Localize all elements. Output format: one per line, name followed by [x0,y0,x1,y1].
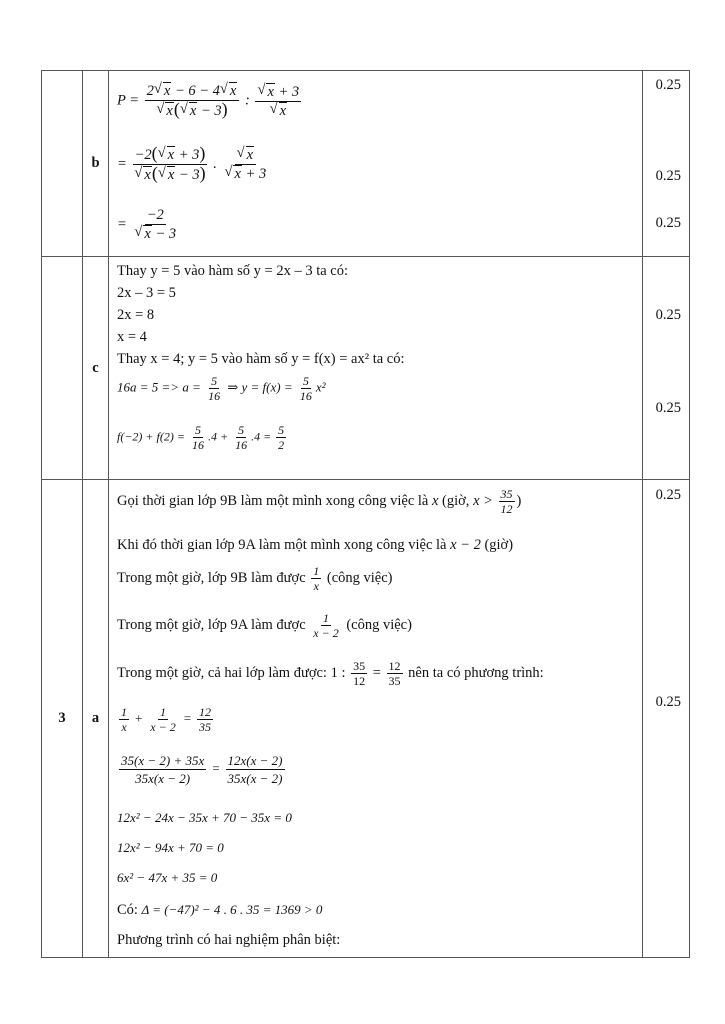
question-number [42,71,83,257]
text-line: Phương trình có hai nghiệm phân biệt: [117,932,341,948]
text-line: Thay x = 4; y = 5 vào hàm số y = f(x) = ax² ta có: [117,351,405,367]
table-row [42,480,690,958]
score: 0.25 [655,307,681,323]
text-line: Thay y = 5 vào hàm số y = 2x – 3 ta có: [117,263,348,279]
table-row [42,257,690,480]
score: 0.25 [655,694,681,710]
equation-line: 12x² − 24x − 35x + 70 − 35x = 0 [117,810,292,825]
text-line: Trong một giờ, lớp 9B làm được $\frac{1}{x}$ (công việc) [117,564,393,593]
expression-line: $\frac{35(x - 2) + 35x}{35x(x - 2)}$ = $\frac{12x(x - 2)}{35x(x - 2)}$ [121,753,283,786]
expression-line: = −2(√ x + 3) √ x(√ x − 3) . √ x √ x + 3 [117,145,270,184]
text-line: Trong một giờ, cả hai lớp làm được: 1 : $\frac{35}{12}$ = $\frac{12}{35}$ nên ta có phương trình: [117,659,544,688]
equation-line: 6x² − 47x + 35 = 0 [117,870,218,885]
text-line: 2x = 8 [117,307,155,323]
expression-line: P = 2√ x − 6 − 4√ x √ x(√ x − 3) : √ x + 3 √ x [117,82,303,120]
expression-line: f(−2) + f(2) = $\frac{5}{16}$ .4 + $\frac{5}{16}$ .4 = $\frac{5}{2}$ [117,423,285,452]
score: 0.25 [655,77,681,93]
answer-table [41,70,690,958]
text-line: Khi đó thời gian lớp 9A làm một mình xong công việc là x − 2 (giờ) [117,537,514,553]
part-label: b [83,71,109,257]
expression-line: $\frac{1}{x}$ + $\frac{1}{x - 2}$ = $\frac{12}{35}$ [121,705,211,734]
text-line: 2x – 3 = 5 [117,285,176,301]
question-number: 3 [42,480,83,958]
part-label: a [83,480,109,958]
expression-line: 16a = 5 => a = $\frac{5}{16}$ ⇒ y = f(x) = $\frac{5}{16}$ x² [117,374,326,403]
expression-line: = −2 √ x − 3 [117,207,180,243]
text-line: x = 4 [117,329,147,345]
score: 0.25 [655,168,681,184]
text-line: Trong một giờ, lớp 9A làm được $\frac{1}{x - 2}$ (công việc) [117,611,412,640]
score-cell [643,480,690,958]
text-line: Gọi thời gian lớp 9B làm một mình xong công việc là x (giờ, x > $\frac{35}{12}$ ) [117,487,522,516]
text-line: Có: Δ = (−47)² − 4 . 6 . 35 = 1369 > 0 [117,902,323,918]
score: 0.25 [655,400,681,416]
score-cell [643,257,690,480]
equation-line: 12x² − 94x + 70 = 0 [117,840,224,855]
question-number [42,257,83,480]
table-row [42,71,690,257]
solution-cell [109,71,643,257]
part-label: c [83,257,109,480]
score: 0.25 [655,215,681,231]
score: 0.25 [655,487,681,503]
solution-cell [109,257,643,480]
solution-cell [109,480,643,958]
score-cell [643,71,690,257]
